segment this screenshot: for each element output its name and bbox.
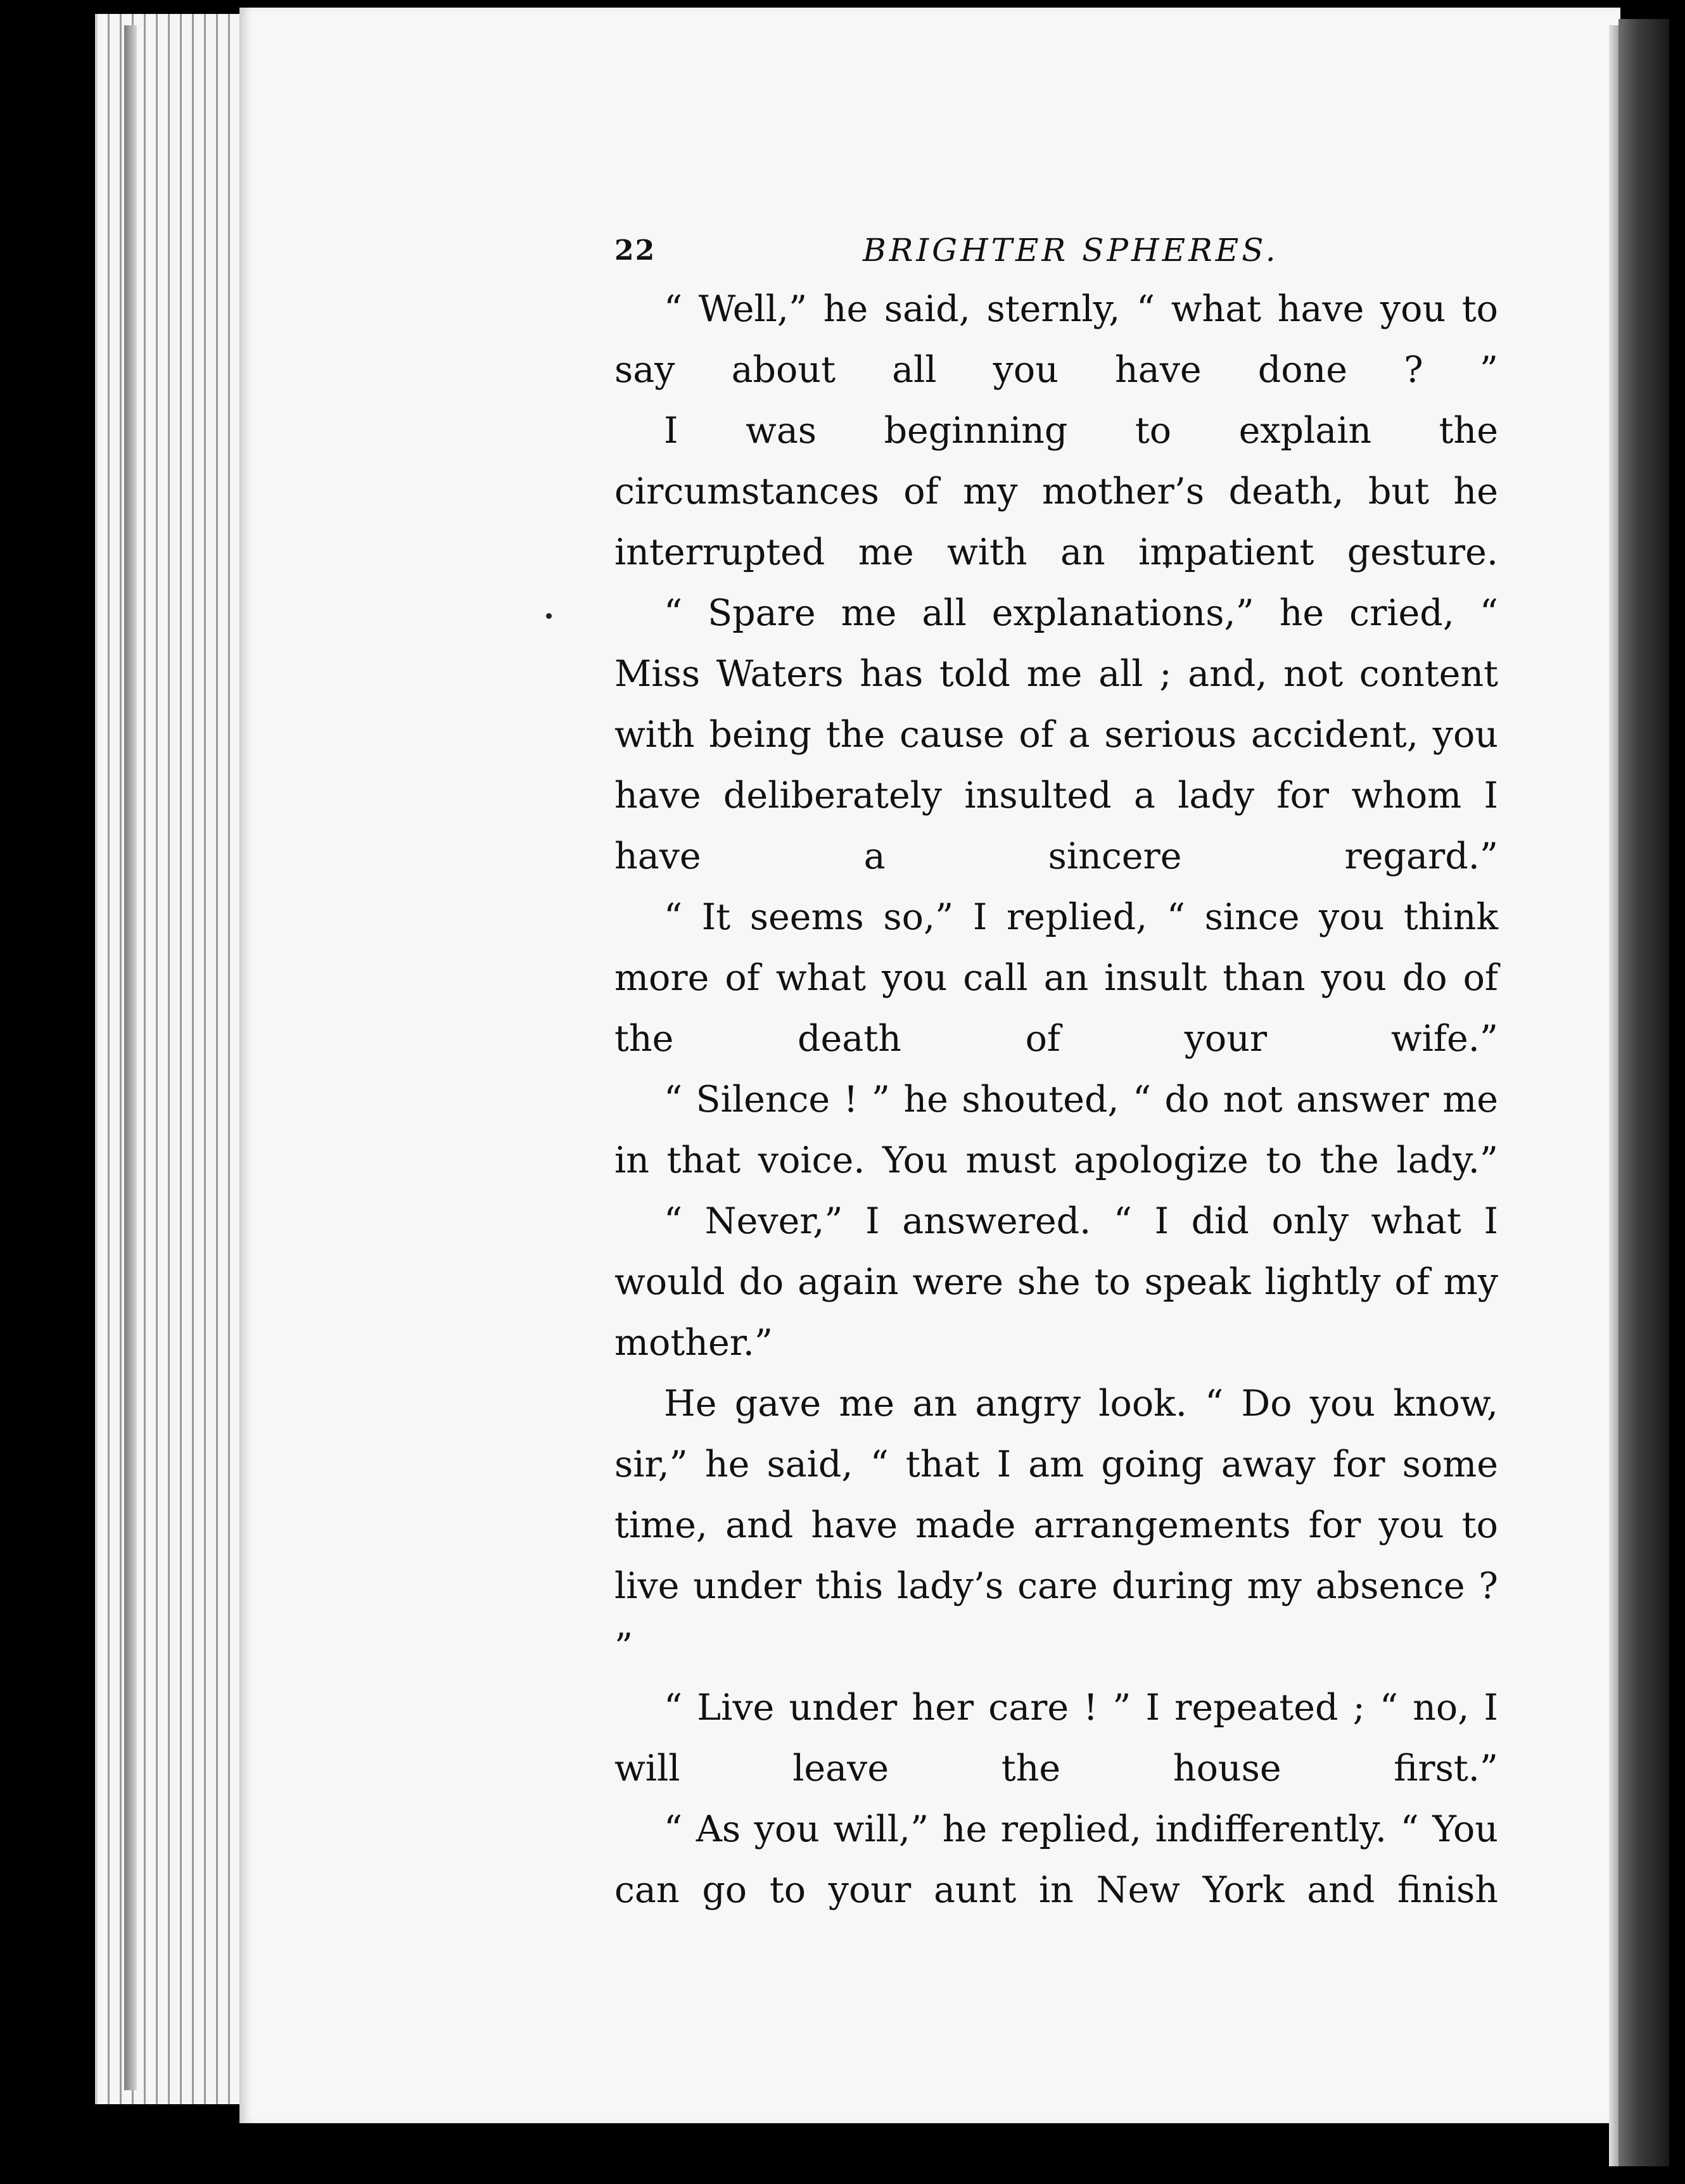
paragraph: “ Well,” he said, sternly, “ what have you to say about all you have done ? ” <box>614 288 1498 391</box>
paragraph: I was beginning to explain the circumstances of my mother’s death, but he interrupted me with an impatient gesture. <box>614 410 1498 573</box>
paragraph: “ Spare me all explanations,” he cried, “ Miss Waters has told me all ; and, not content with being the cause of a serious accident, you have deliberately insulted a lady for whom I have a sincere regard.” <box>614 592 1498 877</box>
paragraph: “ Live under her care ! ” I repeated ; “ no, I will leave the house first.” <box>614 1687 1498 1789</box>
paragraph: “ Silence ! ” he shouted, “ do not answer me in that voice. You must apologize to the lady.” <box>614 1079 1498 1181</box>
gutter-shadow <box>124 25 137 2090</box>
page-text <box>614 222 1498 1921</box>
paragraph: “ It seems so,” I replied, “ since you think more of what you call an insult than you do of the death of your wife.” <box>614 896 1498 1060</box>
page-number: 22 <box>614 234 656 267</box>
paragraph: “ As you will,” he replied, indifferently. “ You can go to your aunt in New York and finish <box>614 1808 1498 1911</box>
ink-speck <box>546 613 552 619</box>
running-head <box>614 222 1498 279</box>
binding-shadow <box>1618 19 1669 2166</box>
paragraph: “ Never,” I answered. “ I did only what I would do again were she to speak lightly of my mother.” <box>614 1200 1498 1364</box>
running-title: BRIGHTER SPHERES. <box>863 232 1279 269</box>
paragraph: He gave me an angry look. “ Do you know, sir,” he said, “ that I am going away for some time, and have made arrangements for you to live under this lady’s care during my absence ? ” <box>614 1383 1498 1668</box>
